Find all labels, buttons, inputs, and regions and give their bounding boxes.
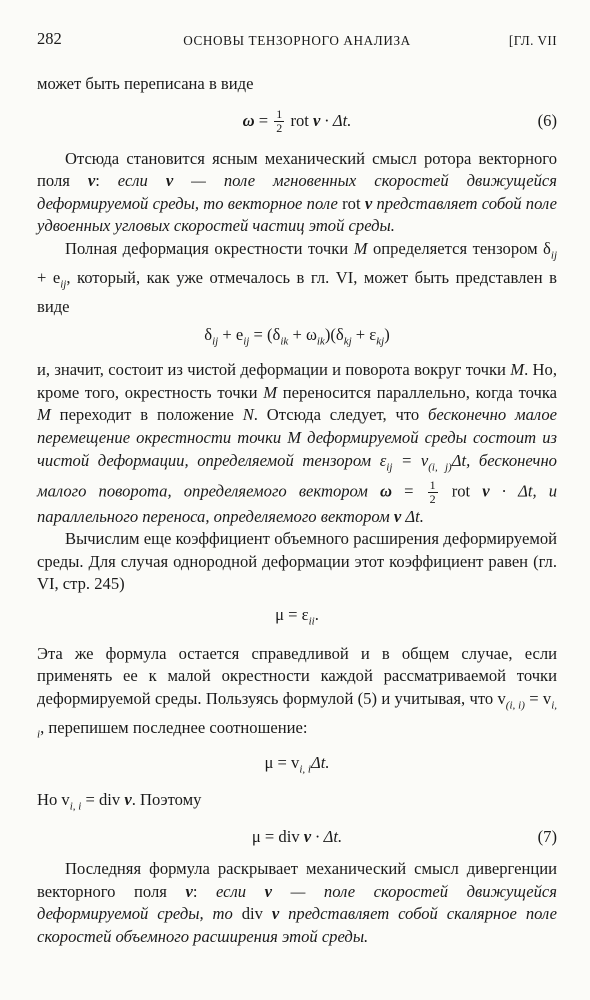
- equation-mu-2: $\mu = v_{i, i}\Delta t$.: [264, 752, 330, 776]
- running-title: ОСНОВЫ ТЕНЗОРНОГО АНАЛИЗА: [183, 33, 411, 48]
- equation-deformation: $\delta_{ij} + e_{ij} = (\delta_{ik} + \omega_{ik})(\delta_{kj} + \varepsilon_{kj})$: [204, 325, 390, 348]
- running-header: [37, 28, 557, 48]
- equation-number: (7): [537, 826, 557, 846]
- paragraph-2: Отсюда становится ясным механический смысл ротора векторного поля v: если v — поле мгновенных скоростей движущейся деформируемой среды, то векторное поле rot v представляет собой поле удвоенных угловых скоростей частиц этой среды.: [37, 148, 558, 236]
- equation-mu-1: $\mu = \varepsilon_{ii}$.: [275, 604, 319, 628]
- fraction: $\frac{1}{2}$: [429, 477, 436, 506]
- equation-7: μ = div v · Δt. (7): [37, 826, 557, 849]
- equation-6: ω = $\frac{1}{2}$ rot v · Δt. (6): [37, 104, 557, 138]
- paragraph-5: Вычислим еще коэффициент объемного расширения деформируемой среды. Для случая однородной деформации этот коэффициент равен (гл. VI, стр. 245): [37, 529, 557, 594]
- paragraph-8: Последняя формула раскрывает механический смысл дивергенции векторного поля v: если v — поле скоростей движущейся деформируемой среды, то div v представляет собой скалярное поле скоростей объемного расширения этой среды.: [37, 859, 558, 947]
- page-number: 282: [37, 29, 62, 48]
- fraction: $\frac{1}{2}$: [276, 107, 283, 136]
- chapter-label: [ГЛ. VII: [508, 33, 557, 48]
- equation-number: (6): [537, 110, 557, 130]
- paragraph-7: Но $v_{i, i}$ = div v. Поэтому: [37, 789, 202, 813]
- paragraph-3: Полная деформация окрестности точки M определяется тензором $\delta_{ij} + e_{ij}$, который, как уже отмечалось в гл. VI, может быть представлен в виде: [37, 238, 558, 316]
- body-text: [37, 73, 557, 949]
- paragraph-6: Эта же формула остается справедливой и в общем случае, если применять ее к малой окрестности каждой рассматриваемой точки деформируемой среды. Пользуясь формулой (5) и учитывая, что $v_{(i, i)} = v_{i, i}$, перепишем последнее соотношение:: [37, 643, 557, 741]
- paragraph-1: может быть переписана в виде: [37, 74, 254, 93]
- paragraph-4: и, значит, состоит из чистой деформации и поворота вокруг точки M. Но, кроме того, окрестность точки M переносится параллельно, когда точка M переходит в положение N. Отсюда следует, что бесконечно малое перемещение окрестности точки M деформируемой среды состоит из чистой деформации, определяемой тензором $\varepsilon_{ij} = v_{(i, j)}\Delta t$, бесконечно малого поворота, определяемого вектором ω = $\frac{1}{2}$ rot v · Δt, и параллельного переноса, определяемого вектором v Δt.: [37, 360, 558, 526]
